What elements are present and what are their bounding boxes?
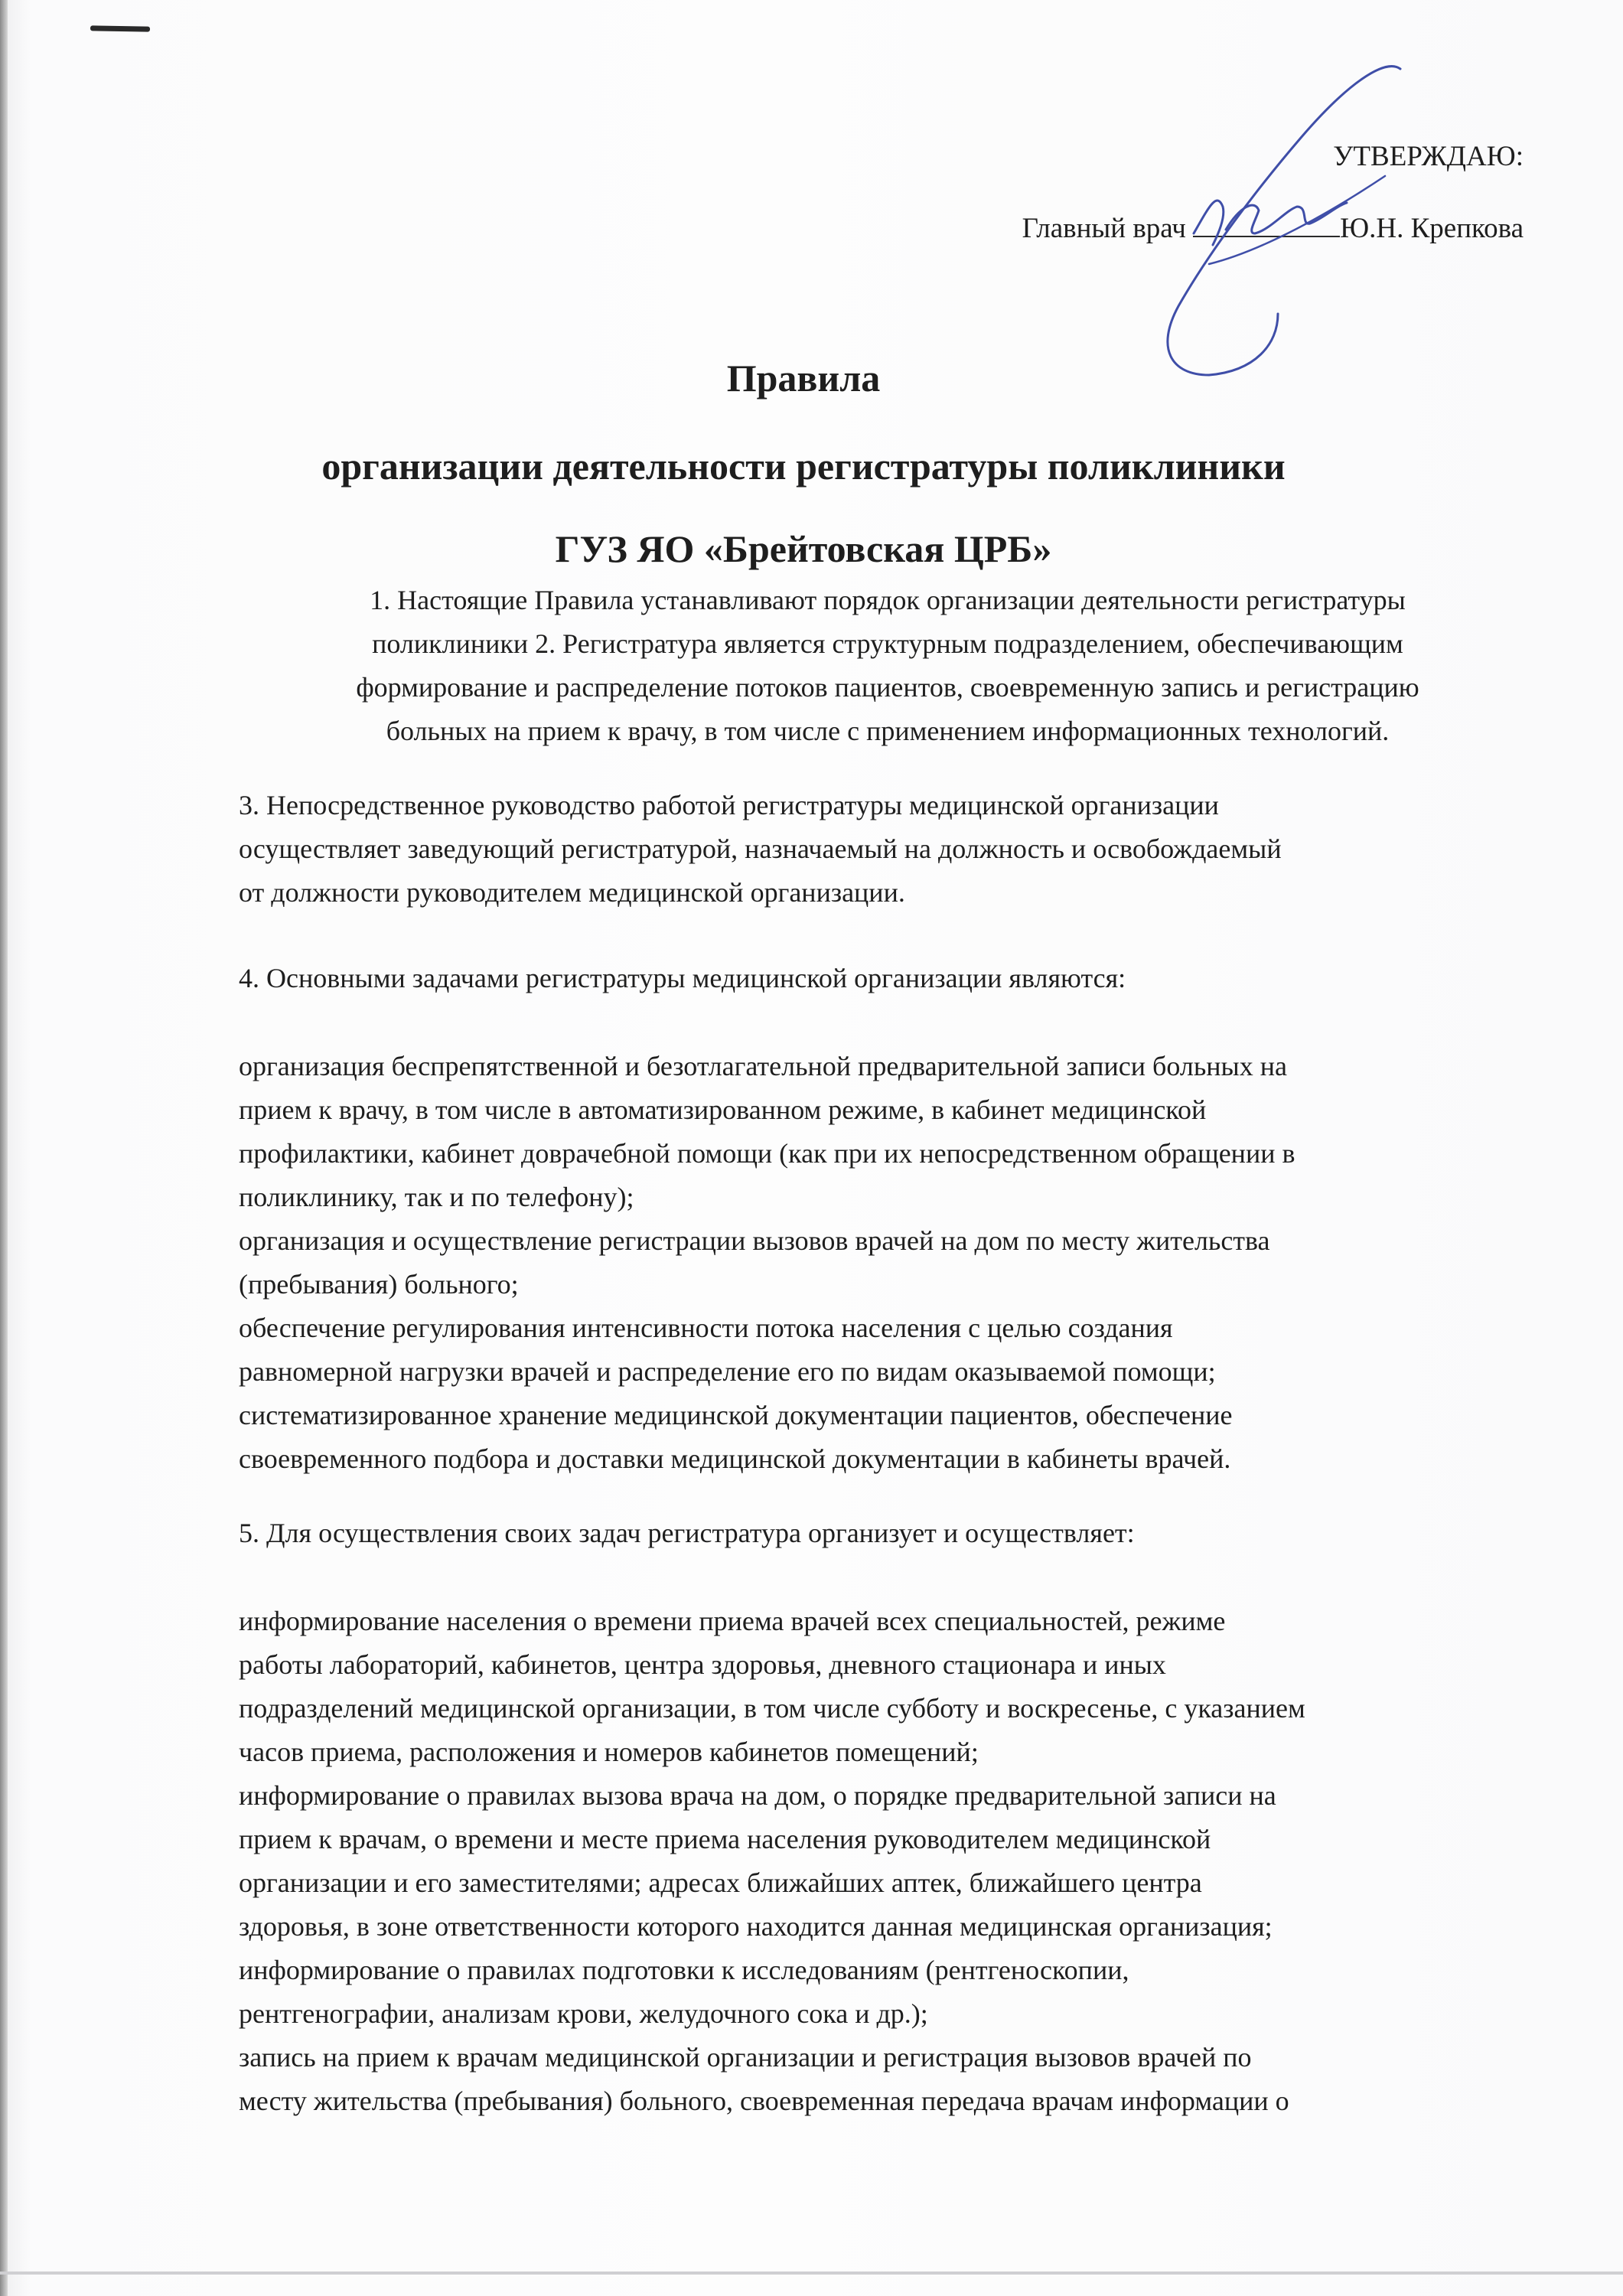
text-line: от должности руководителем медицинской организации. xyxy=(239,877,905,908)
section-4-list xyxy=(239,1045,1524,1481)
text-line: запись на прием к врачам медицинской организации и регистрация вызовов врачей по xyxy=(239,2042,1252,2073)
scan-left-edge xyxy=(0,0,8,2296)
text-line: организация беспрепятственной и безотлагательной предварительной записи больных на xyxy=(239,1051,1287,1081)
text-line: прием к врачам, о времени и месте приема населения руководителем медицинской xyxy=(239,1824,1211,1854)
organization-name: ГУЗ ЯО «Брейтовская ЦРБ» xyxy=(555,527,1052,570)
document-subtitle: организации деятельности регистратуры поликлиники xyxy=(321,445,1286,488)
text-line: поликлиники 2. Регистратура является структурным подразделением, обеспечивающим xyxy=(372,628,1403,659)
text-line: месту жительства (пребывания) больного, своевременная передача врачам информации о xyxy=(239,2086,1289,2116)
section-1-2-text xyxy=(230,579,1546,753)
text-line: часов приема, расположения и номеров кабинетов помещений; xyxy=(239,1737,979,1767)
text-line: работы лабораторий, кабинетов, центра здоровья, дневного стационара и иных xyxy=(239,1649,1166,1680)
text-line: больных на прием к врачу, в том числе с применением информационных технологий. xyxy=(386,716,1390,746)
scan-mark xyxy=(90,25,150,31)
scan-bottom-edge xyxy=(0,2272,1623,2275)
document-title: Правила xyxy=(726,357,881,400)
text-line: осуществляет заведующий регистратурой, назначаемый на должность и освобождаемый xyxy=(239,833,1282,864)
text-line: прием к врачу, в том числе в автоматизированном режиме, в кабинет медицинской xyxy=(239,1094,1207,1125)
text-line: информирование о правилах вызова врача на дом, о порядке предварительной записи на xyxy=(239,1780,1276,1811)
approval-title: УТВЕРЖДАЮ: xyxy=(1333,141,1524,172)
section-4-heading: 4. Основными задачами регистратуры медицинской организации являются: xyxy=(239,963,1126,993)
approval-name: Ю.Н. Крепкова xyxy=(1340,213,1524,244)
text-line: информирование населения о времени приема врачей всех специальностей, режиме xyxy=(239,1606,1226,1636)
section-5-list xyxy=(239,1600,1524,2123)
approval-signatory-line xyxy=(1022,210,1524,246)
text-line: формирование и распределение потоков пациентов, своевременную запись и регистрацию xyxy=(356,672,1419,703)
text-line: профилактики, кабинет доврачебной помощи (как при их непосредственном обращении в xyxy=(239,1138,1295,1169)
approval-block xyxy=(1022,139,1524,246)
signature-blank-line xyxy=(1193,210,1340,237)
text-line: 3. Непосредственное руководство работой регистратуры медицинской организации xyxy=(239,790,1219,820)
text-line: обеспечение регулирования интенсивности потока населения с целью создания xyxy=(239,1313,1173,1343)
text-line: информирование о правилах подготовки к исследованиям (рентгеноскопии, xyxy=(239,1955,1129,1985)
text-line: организация и осуществление регистрации вызовов врачей на дом по месту жительства xyxy=(239,1225,1270,1256)
approval-position: Главный врач xyxy=(1022,213,1186,244)
text-line: (пребывания) больного; xyxy=(239,1269,519,1300)
text-line: подразделений медицинской организации, в том числе субботу и воскресенье, с указанием xyxy=(239,1693,1305,1724)
text-line: 1. Настоящие Правила устанавливают порядок организации деятельности регистратуры xyxy=(370,585,1406,615)
text-line: рентгенографии, анализам крови, желудочного сока и др.); xyxy=(239,1998,928,2029)
text-line: здоровья, в зоне ответственности которого находится данная медицинская организация; xyxy=(239,1911,1273,1942)
text-line: равномерной нагрузки врачей и распределение его по видам оказываемой помощи; xyxy=(239,1356,1216,1387)
text-line: поликлинику, так и по телефону); xyxy=(239,1182,634,1212)
text-line: своевременного подбора и доставки медицинской документации в кабинеты врачей. xyxy=(239,1443,1231,1474)
section-3-text xyxy=(239,784,1524,915)
text-line: организации и его заместителями; адресах ближайших аптек, ближайшего центра xyxy=(239,1867,1202,1898)
section-5-heading: 5. Для осуществления своих задач регистратура организует и осуществляет: xyxy=(239,1518,1135,1548)
text-line: систематизированное хранение медицинской документации пациентов, обеспечение xyxy=(239,1400,1233,1430)
